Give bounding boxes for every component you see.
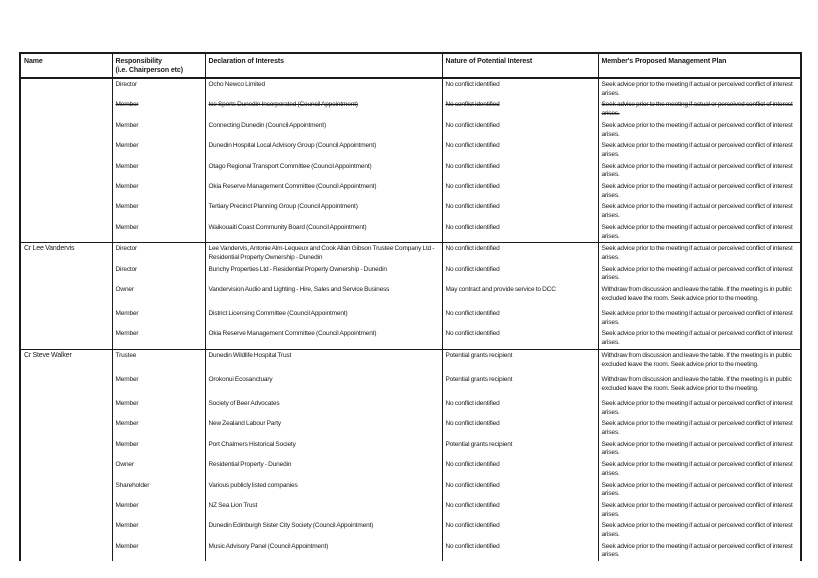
responsibility-cell [112, 264, 205, 284]
responsibility-cell [112, 418, 205, 438]
management-plan-cell-text: Seek advice prior to the meeting if actual or perceived conflict of interest arises. [601, 183, 793, 199]
column-header-label: Nature of Potential Interest [445, 58, 533, 65]
declaration-cell-text: Ice Sports Dunedin Incorporated (Council Appointment) [208, 101, 358, 109]
management-plan-cell-text: Seek advice prior to the meeting if actual or perceived conflict of interest arises. [601, 399, 793, 416]
nature-of-interest-cell-text: No conflict identified [445, 183, 500, 191]
nature-of-interest-cell-text: No conflict identified [445, 101, 500, 109]
declaration-cell [205, 243, 442, 264]
nature-of-interest-cell [442, 284, 598, 308]
responsibility-cell [112, 181, 205, 201]
responsibility-cell-text: Owner [115, 286, 134, 294]
declaration-cell [205, 201, 442, 221]
declaration-cell-text: Tertiary Precinct Planning Group (Council Appointment) [208, 203, 358, 211]
responsibility-cell [112, 243, 205, 264]
declaration-cell-text: Okia Reserve Management Committee (Council Appointment) [208, 183, 377, 191]
declaration-cell [205, 99, 442, 119]
management-plan-cell [598, 418, 801, 438]
table-row [20, 480, 801, 500]
column-header-label: Member's Proposed Management Plan [601, 58, 727, 65]
management-plan-cell [598, 243, 801, 264]
table-row [20, 201, 801, 221]
nature-of-interest-cell [442, 398, 598, 418]
declaration-cell [205, 140, 442, 160]
member-name-cell [20, 78, 112, 243]
nature-of-interest-cell-text: No conflict identified [445, 142, 500, 150]
management-plan-cell [598, 222, 801, 243]
management-plan-cell [598, 78, 801, 99]
management-plan-cell [598, 349, 801, 374]
management-plan-cell [598, 120, 801, 140]
declaration-cell-text: Orokonui Ecosanctuary [208, 375, 273, 383]
management-plan-cell-text: Withdraw from discussion and leave the table. If the meeting is in public excluded leave the room. Seek advice prior to the meeting. [601, 351, 792, 368]
nature-of-interest-cell [442, 161, 598, 181]
responsibility-cell [112, 480, 205, 500]
management-plan-cell-text: Seek advice prior to the meeting if actual or perceived conflict of interest arises. [601, 522, 793, 539]
declaration-cell-text: Port Chalmers Historical Society [208, 440, 296, 448]
nature-of-interest-cell-text: No conflict identified [445, 522, 500, 530]
declaration-cell [205, 374, 442, 398]
management-plan-cell-text: Seek advice prior to the meeting if actual or perceived conflict of interest arises. [601, 420, 793, 436]
nature-of-interest-cell-text: No conflict identified [445, 461, 500, 469]
responsibility-cell [112, 140, 205, 160]
management-plan-cell-text: Seek advice prior to the meeting if actual or perceived conflict of interest arises. [601, 481, 793, 498]
column-header-label: Name [24, 58, 43, 65]
management-plan-cell-text: Seek advice prior to the meeting if actual or perceived conflict of interest arises. [601, 101, 793, 118]
nature-of-interest-cell [442, 349, 598, 374]
nature-of-interest-cell [442, 120, 598, 140]
declaration-cell [205, 439, 442, 459]
table-row [20, 374, 801, 398]
responsibility-cell-text: Member [115, 162, 139, 170]
table-row [20, 243, 801, 264]
declaration-cell-text: Dunedin Wildlife Hospital Trust [208, 351, 292, 359]
declaration-cell-text: Waikouaiti Coast Community Board (Council Appointment) [208, 223, 367, 231]
responsibility-cell-text: Trustee [115, 351, 137, 359]
responsibility-cell-text: Owner [115, 461, 134, 469]
management-plan-cell [598, 439, 801, 459]
management-plan-cell [598, 374, 801, 398]
declaration-cell [205, 541, 442, 561]
declaration-cell [205, 78, 442, 99]
declaration-cell [205, 308, 442, 328]
nature-of-interest-cell [442, 140, 598, 160]
responsibility-cell [112, 520, 205, 540]
declaration-cell [205, 120, 442, 140]
column-header-declaration [205, 53, 442, 78]
responsibility-cell [112, 78, 205, 99]
column-header-nature [442, 53, 598, 78]
management-plan-cell-text: Seek advice prior to the meeting if actual or perceived conflict of interest arises. [601, 461, 793, 477]
management-plan-cell [598, 264, 801, 284]
nature-of-interest-cell-text: May contract and provide service to DCC [445, 286, 556, 294]
management-plan-cell [598, 161, 801, 181]
management-plan-cell [598, 99, 801, 119]
declaration-cell-text: New Zealand Labour Party [208, 420, 282, 428]
nature-of-interest-cell-text: No conflict identified [445, 330, 500, 338]
table-row [20, 140, 801, 160]
responsibility-cell-text: Member [115, 542, 139, 550]
management-plan-cell-text: Seek advice prior to the meeting if actual or perceived conflict of interest arises. [601, 245, 793, 261]
declaration-cell-text: Society of Beer Advocates [208, 399, 280, 407]
responsibility-cell [112, 328, 205, 349]
management-plan-cell [598, 520, 801, 540]
column-header-label: Responsibility [115, 58, 162, 65]
nature-of-interest-cell [442, 308, 598, 328]
nature-of-interest-cell [442, 374, 598, 398]
nature-of-interest-cell-text: Potential grants recipient [445, 440, 513, 448]
management-plan-cell-text: Seek advice prior to the meeting if actual or perceived conflict of interest arises. [601, 542, 793, 559]
management-plan-cell [598, 459, 801, 479]
nature-of-interest-cell-text: Potential grants recipient [445, 351, 513, 359]
nature-of-interest-cell-text: No conflict identified [445, 399, 500, 407]
responsibility-cell-text: Shareholder [115, 481, 150, 489]
management-plan-cell-text: Seek advice prior to the meeting if actual or perceived conflict of interest arises. [601, 310, 793, 326]
table-header-row [20, 53, 801, 78]
nature-of-interest-cell [442, 99, 598, 119]
responsibility-cell-text: Member [115, 223, 139, 231]
management-plan-cell [598, 181, 801, 201]
declaration-cell [205, 349, 442, 374]
management-plan-cell-text: Seek advice prior to the meeting if actual or perceived conflict of interest arises. [601, 330, 793, 347]
nature-of-interest-cell [442, 78, 598, 99]
responsibility-cell-text: Member [115, 399, 139, 407]
responsibility-cell-text: Director [115, 265, 138, 273]
table-row [20, 308, 801, 328]
column-header-name [20, 53, 112, 78]
nature-of-interest-cell [442, 264, 598, 284]
management-plan-cell [598, 284, 801, 308]
nature-of-interest-cell [442, 459, 598, 479]
table-row [20, 439, 801, 459]
management-plan-cell [598, 541, 801, 561]
declaration-cell [205, 284, 442, 308]
responsibility-cell-text: Member [115, 121, 139, 129]
management-plan-cell [598, 201, 801, 221]
nature-of-interest-cell-text: No conflict identified [445, 245, 500, 253]
management-plan-cell [598, 140, 801, 160]
responsibility-cell-text: Member [115, 330, 139, 338]
member-name-cell: Cr Lee Vandervis [20, 243, 112, 350]
declaration-cell [205, 328, 442, 349]
nature-of-interest-cell-text: No conflict identified [445, 265, 500, 273]
table-row [20, 520, 801, 540]
nature-of-interest-cell [442, 201, 598, 221]
declaration-cell-text: Dunedin Edinburgh Sister City Society (Council Appointment) [208, 522, 374, 530]
table-row [20, 328, 801, 349]
responsibility-cell-text: Member [115, 375, 139, 383]
management-plan-cell-text: Seek advice prior to the meeting if actual or perceived conflict of interest arises. [601, 265, 793, 282]
management-plan-cell-text: Seek advice prior to the meeting if actual or perceived conflict of interest arises. [601, 501, 793, 518]
management-plan-cell-text: Seek advice prior to the meeting if actual or perceived conflict of interest arises. [601, 121, 793, 138]
responsibility-cell [112, 374, 205, 398]
management-plan-cell-text: Withdraw from discussion and leave the table. If the meeting is in public excluded leave the room. Seek advice prior to the meeting. [601, 375, 792, 392]
nature-of-interest-cell [442, 541, 598, 561]
responsibility-cell [112, 500, 205, 520]
declaration-cell-text: Music Advisory Panel (Council Appointment) [208, 542, 329, 550]
responsibility-cell-text: Member [115, 440, 139, 448]
nature-of-interest-cell-text: Potential grants recipient [445, 375, 513, 383]
declaration-cell [205, 161, 442, 181]
table-row [20, 99, 801, 119]
responsibility-cell [112, 349, 205, 374]
table-row [20, 264, 801, 284]
responsibility-cell-text: Member [115, 101, 139, 109]
responsibility-cell [112, 120, 205, 140]
interests-register-table [19, 52, 802, 561]
column-header-plan [598, 53, 801, 78]
declaration-cell-text: Okia Reserve Management Committee (Council Appointment) [208, 330, 377, 338]
declaration-cell-text: Dunedin Hospital Local Advisory Group (Council Appointment) [208, 142, 377, 150]
nature-of-interest-cell-text: No conflict identified [445, 310, 500, 318]
declaration-cell [205, 181, 442, 201]
nature-of-interest-cell [442, 222, 598, 243]
declaration-cell [205, 459, 442, 479]
declaration-cell [205, 398, 442, 418]
responsibility-cell-text: Member [115, 420, 139, 428]
table-row [20, 78, 801, 99]
responsibility-cell-text: Member [115, 501, 139, 509]
responsibility-cell-text: Member [115, 142, 139, 150]
nature-of-interest-cell [442, 243, 598, 264]
nature-of-interest-cell-text: No conflict identified [445, 420, 500, 428]
responsibility-cell [112, 459, 205, 479]
responsibility-cell-text: Director [115, 245, 138, 253]
declaration-cell [205, 480, 442, 500]
declaration-cell-text: Vandervision Audio and Lighting - Hire, Sales and Service Business [208, 286, 390, 294]
responsibility-cell-text: Director [115, 81, 138, 88]
management-plan-cell-text: Seek advice prior to the meeting if actual or perceived conflict of interest arises. [601, 142, 793, 158]
table-row [20, 418, 801, 438]
management-plan-cell-text: Seek advice prior to the meeting if actual or perceived conflict of interest arises. [601, 162, 793, 179]
nature-of-interest-cell [442, 520, 598, 540]
column-header-label: Declaration of Interests [208, 58, 284, 65]
nature-of-interest-cell-text: No conflict identified [445, 162, 500, 170]
management-plan-cell-text: Seek advice prior to the meeting if actual or perceived conflict of interest arises. [601, 203, 793, 220]
nature-of-interest-cell-text: No conflict identified [445, 542, 500, 550]
nature-of-interest-cell [442, 439, 598, 459]
responsibility-cell-text: Member [115, 310, 139, 318]
declaration-cell [205, 520, 442, 540]
column-header-responsibility [112, 53, 205, 78]
table-row [20, 398, 801, 418]
declaration-cell-text: Various publicly listed companies [208, 481, 298, 489]
responsibility-cell [112, 541, 205, 561]
management-plan-cell-text: Withdraw from discussion and leave the table. If the meeting is in public excluded leave the room. Seek advice prior to the meeting. [601, 286, 792, 302]
table-row [20, 222, 801, 243]
nature-of-interest-cell [442, 480, 598, 500]
responsibility-cell-text: Member [115, 522, 139, 530]
nature-of-interest-cell [442, 500, 598, 520]
responsibility-cell [112, 222, 205, 243]
responsibility-cell-text: Member [115, 203, 139, 211]
declaration-cell-text: NZ Sea Lion Trust [208, 501, 258, 509]
responsibility-cell [112, 161, 205, 181]
table-row [20, 500, 801, 520]
management-plan-cell-text: Seek advice prior to the meeting if actual or perceived conflict of interest arises. [601, 81, 793, 97]
management-plan-cell [598, 398, 801, 418]
nature-of-interest-cell-text: No conflict identified [445, 81, 500, 88]
declaration-cell [205, 222, 442, 243]
table-row [20, 349, 801, 374]
responsibility-cell [112, 284, 205, 308]
nature-of-interest-cell-text: No conflict identified [445, 121, 500, 129]
management-plan-cell-text: Seek advice prior to the meeting if actual or perceived conflict of interest arises. [601, 440, 793, 457]
declaration-cell [205, 418, 442, 438]
declaration-cell [205, 500, 442, 520]
declaration-cell-text: District Licensing Committee (Council Appointment) [208, 310, 348, 318]
nature-of-interest-cell [442, 328, 598, 349]
table-row [20, 181, 801, 201]
nature-of-interest-cell-text: No conflict identified [445, 223, 500, 231]
declaration-cell [205, 264, 442, 284]
nature-of-interest-cell [442, 181, 598, 201]
responsibility-cell [112, 201, 205, 221]
table-row [20, 120, 801, 140]
management-plan-cell [598, 308, 801, 328]
nature-of-interest-cell [442, 418, 598, 438]
responsibility-cell [112, 308, 205, 328]
table-row [20, 459, 801, 479]
management-plan-cell [598, 500, 801, 520]
table-row [20, 284, 801, 308]
declaration-cell-text: Otago Regional Transport Committee (Council Appointment) [208, 162, 372, 170]
responsibility-cell [112, 398, 205, 418]
column-header-sublabel: (i.e. Chairperson etc) [115, 67, 183, 74]
declaration-cell-text: Ocho Newco Limited [208, 81, 265, 88]
declaration-cell-text: Residential Property - Dunedin [208, 461, 292, 469]
nature-of-interest-cell-text: No conflict identified [445, 203, 500, 211]
management-plan-cell-text: Seek advice prior to the meeting if actual or perceived conflict of interest arises. [601, 223, 793, 240]
declaration-cell-text: Lee Vandervis, Antonie Alm-Lequeux and Cook Allan Gibson Trustee Company Ltd - Residential Property Ownership - Dunedin [208, 245, 435, 261]
management-plan-cell [598, 328, 801, 349]
declaration-cell-text: Connecting Dunedin (Council Appointment) [208, 121, 326, 129]
management-plan-cell [598, 480, 801, 500]
nature-of-interest-cell-text: No conflict identified [445, 501, 500, 509]
declaration-cell-text: Bunchy Properties Ltd - Residential Property Ownership - Dunedin [208, 265, 387, 273]
table-row [20, 541, 801, 561]
responsibility-cell [112, 439, 205, 459]
table-row [20, 161, 801, 181]
responsibility-cell [112, 99, 205, 119]
responsibility-cell-text: Member [115, 183, 139, 191]
member-name-cell: Cr Steve Walker [20, 349, 112, 561]
nature-of-interest-cell-text: No conflict identified [445, 481, 500, 489]
